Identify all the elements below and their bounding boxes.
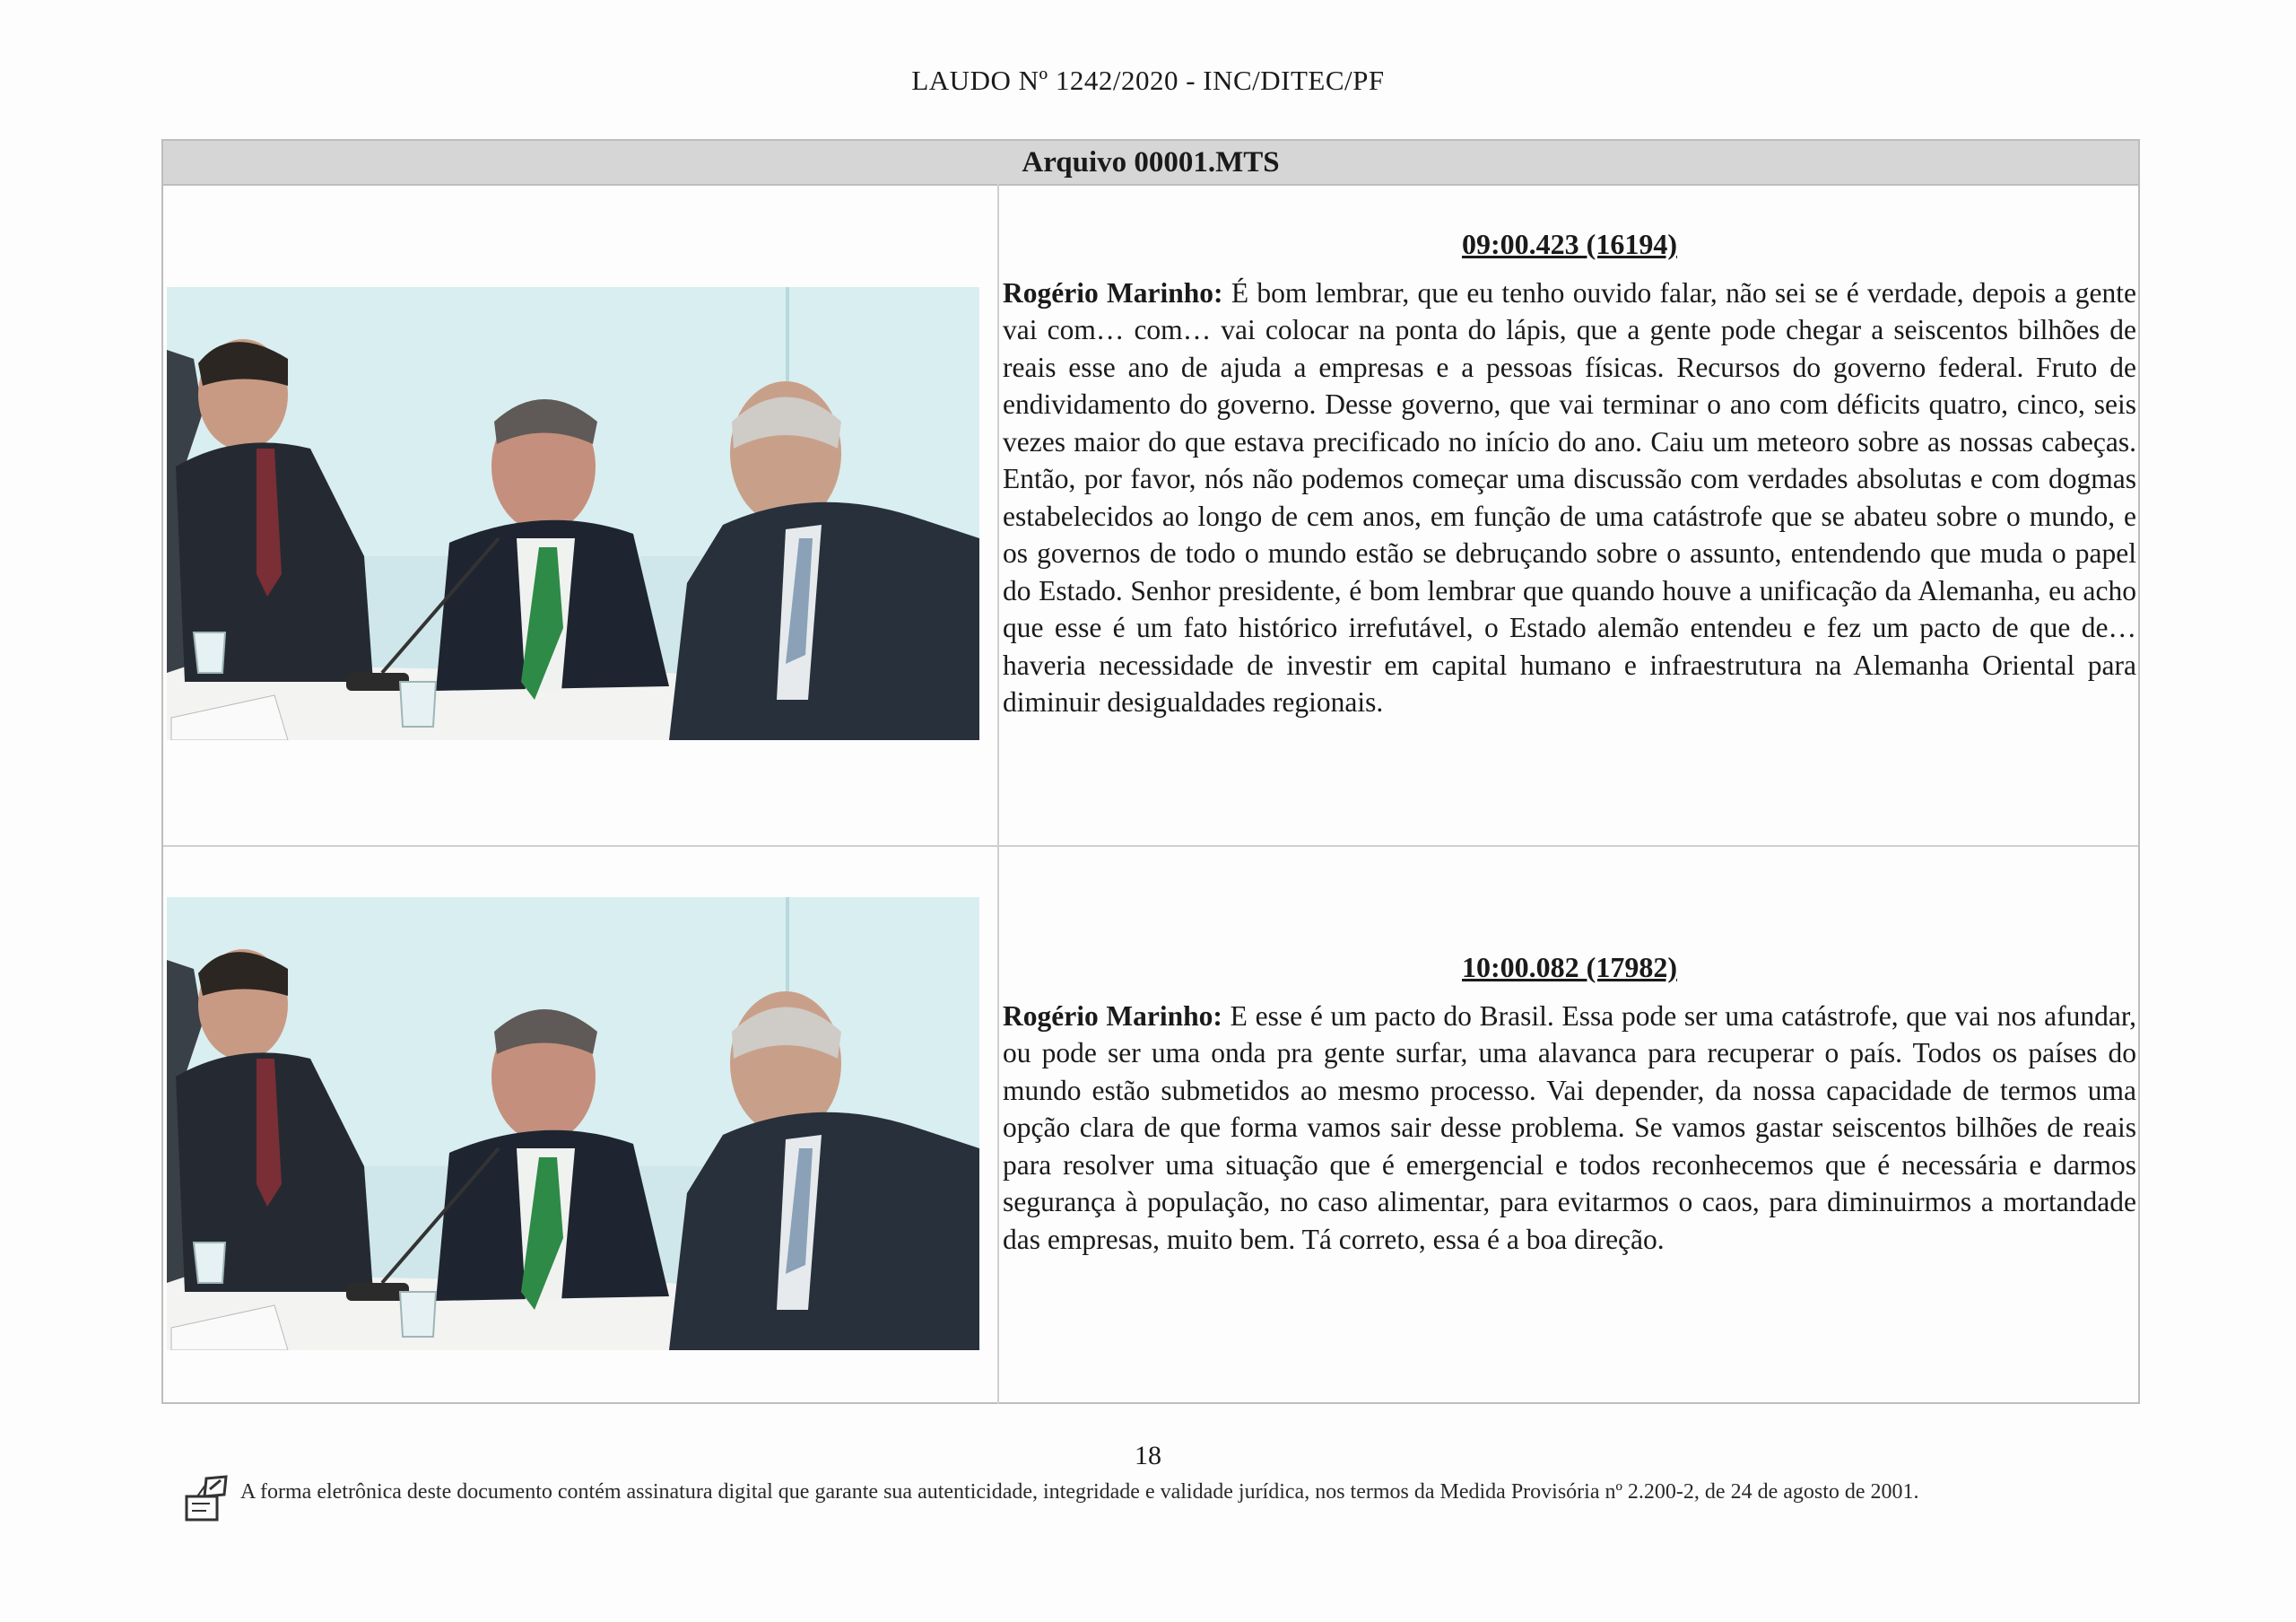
- transcript-table: [161, 139, 2140, 1404]
- transcript-text: E esse é um pacto do Brasil. Essa pode ser uma catástrofe, que vai nos afundar, ou pode ser uma onda pra gente surfar, uma alavanca para recuperar o país. Todos os países do mundo estão submetidos ao mesmo processo. Vai depender, da nossa capacidade de termos uma opção clara de que forma vamos sair desse problema. Se vamos gastar seiscentos bilhões de reais para resolver uma situação que é emergencial e todos reconhecemos que é necessária e darmos segurança à população, no caso alimentar, para evitarmos o caos, para diminuirmos a mortandade das empresas, muito bem. Tá correto, essa é a boa direção.: [1003, 999, 2136, 1255]
- transcript-entry-1: [1003, 226, 2136, 721]
- video-frame-1: [167, 287, 979, 740]
- speaker-name: Rogério Marinho:: [1003, 276, 1223, 309]
- timestamp: 10:00.082 (17982): [1462, 951, 1677, 983]
- row-divider: [163, 845, 2138, 847]
- transcript-text: É bom lembrar, que eu tenho ouvido falar, não sei se é verdade, depois a gente vai com… com… vai colocar na ponta do lápis, que a gente pode chegar a seiscentos bilhões de reais esse ano de ajuda a empresas e a pessoas físicas. Recursos do governo federal. Fruto de endividamento do governo. Desse governo, que vai terminar o ano com déficits quatro, cinco, seis vezes maior do que estava precificado no início do ano. Caiu um meteoro sobre as nossas cabeças. Então, por favor, nós não podemos começar uma discussão com verdades absolutas e com dogmas estabelecidos ao longo de cem anos, em função de uma catástrofe que se abateu sobre o mundo, e os governos de todo o mundo estão se debruçando sobre o assunto, entendendo que muda o papel do Estado. Senhor presidente, é bom lembrar que quando houve a unificação da Alemanha, eu acho que esse é um fato histórico irrefutável, o Estado alemão entendeu e fez um pacto de que de… haveria necessidade de investir em capital humano e infraestrutura na Alemanha Oriental para diminuir desigualdades regionais.: [1003, 276, 2136, 718]
- footer: [179, 1471, 2152, 1543]
- digital-signature-notice: A forma eletrônica deste documento contém assinatura digital que garante sua autenticidade, integridade e validade jurídica, nos termos da Medida Provisória nº 2.200-2, de 24 de agosto de 2001.: [240, 1480, 1919, 1504]
- file-label: Arquivo 00001.MTS: [163, 141, 2138, 186]
- page-number: 18: [1135, 1441, 1161, 1470]
- column-divider: [997, 184, 999, 1404]
- timestamp: 09:00.423 (16194): [1462, 228, 1677, 260]
- transcript-entry-2: [1003, 949, 2136, 1258]
- digital-signature-icon: [179, 1471, 233, 1525]
- speaker-name: Rogério Marinho:: [1003, 999, 1222, 1032]
- video-frame-2: [167, 897, 979, 1350]
- document-header: LAUDO Nº 1242/2020 - INC/DITEC/PF: [911, 65, 1385, 96]
